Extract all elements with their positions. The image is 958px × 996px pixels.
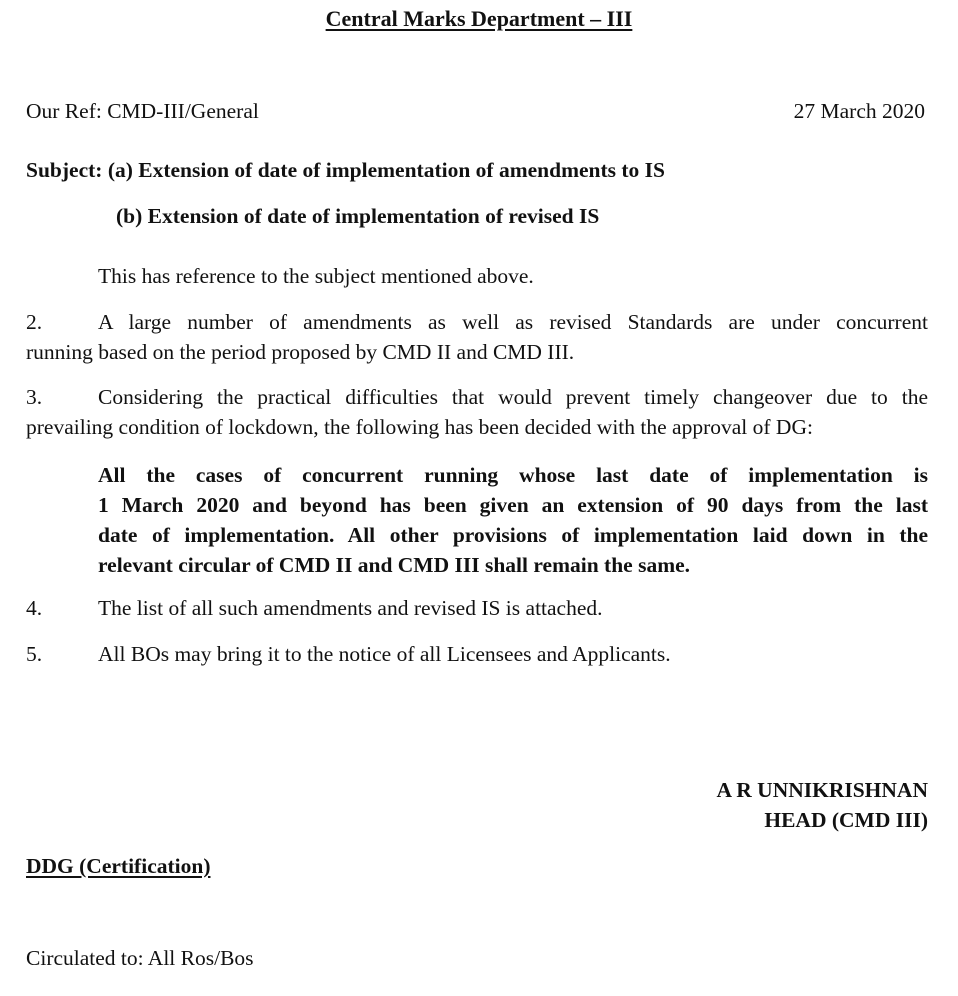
paragraph-number: 4. [26, 596, 43, 620]
letter-date: 27 March 2020 [793, 99, 925, 123]
paragraph-number: 3. [26, 385, 43, 409]
subject-item-a: (a) Extension of date of implementation of amendments to IS [107, 158, 665, 182]
paragraph-4: The list of all such amendments and revised IS is attached. [98, 596, 603, 620]
paragraph-3-continuation: prevailing condition of lockdown, the following has been decided with the approval of DG: [26, 415, 813, 439]
decision-block [98, 460, 928, 580]
paragraph-2-first-line: A large number of amendments as well as revised Standards are under concurrent [98, 310, 928, 334]
signatory-name: A R UNNIKRISHNAN [716, 778, 928, 802]
decision-line: relevant circular of CMD II and CMD III shall remain the same. [98, 553, 691, 577]
decision-line: All the cases of concurrent running whose last date of implementation is [98, 463, 928, 487]
decision-line: 1 March 2020 and beyond has been given an extension of 90 days from the last [98, 493, 928, 517]
decision-line: date of implementation. All other provisions of implementation laid down in the [98, 523, 928, 547]
page-title: Central Marks Department – III [325, 6, 633, 31]
paragraph-3-first-line: Considering the practical difficulties that would prevent timely changeover due to the [98, 385, 928, 409]
paragraph-2-continuation: running based on the period proposed by CMD II and CMD III. [26, 340, 575, 364]
paragraph-5: All BOs may bring it to the notice of all Licensees and Applicants. [98, 642, 671, 666]
circulation-note: Circulated to: All Ros/Bos [26, 946, 254, 970]
addressee: DDG (Certification) [26, 854, 211, 878]
signatory-designation: HEAD (CMD III) [764, 808, 928, 832]
subject-item-b: (b) Extension of date of implementation of revised IS [116, 204, 600, 228]
paragraph-number: 5. [26, 642, 43, 666]
intro-paragraph: This has reference to the subject mentioned above. [98, 264, 534, 288]
subject-line-a [26, 158, 665, 183]
paragraph-number: 2. [26, 310, 43, 334]
reference-number: Our Ref: CMD-III/General [26, 99, 259, 123]
subject-label: Subject: [26, 158, 103, 182]
